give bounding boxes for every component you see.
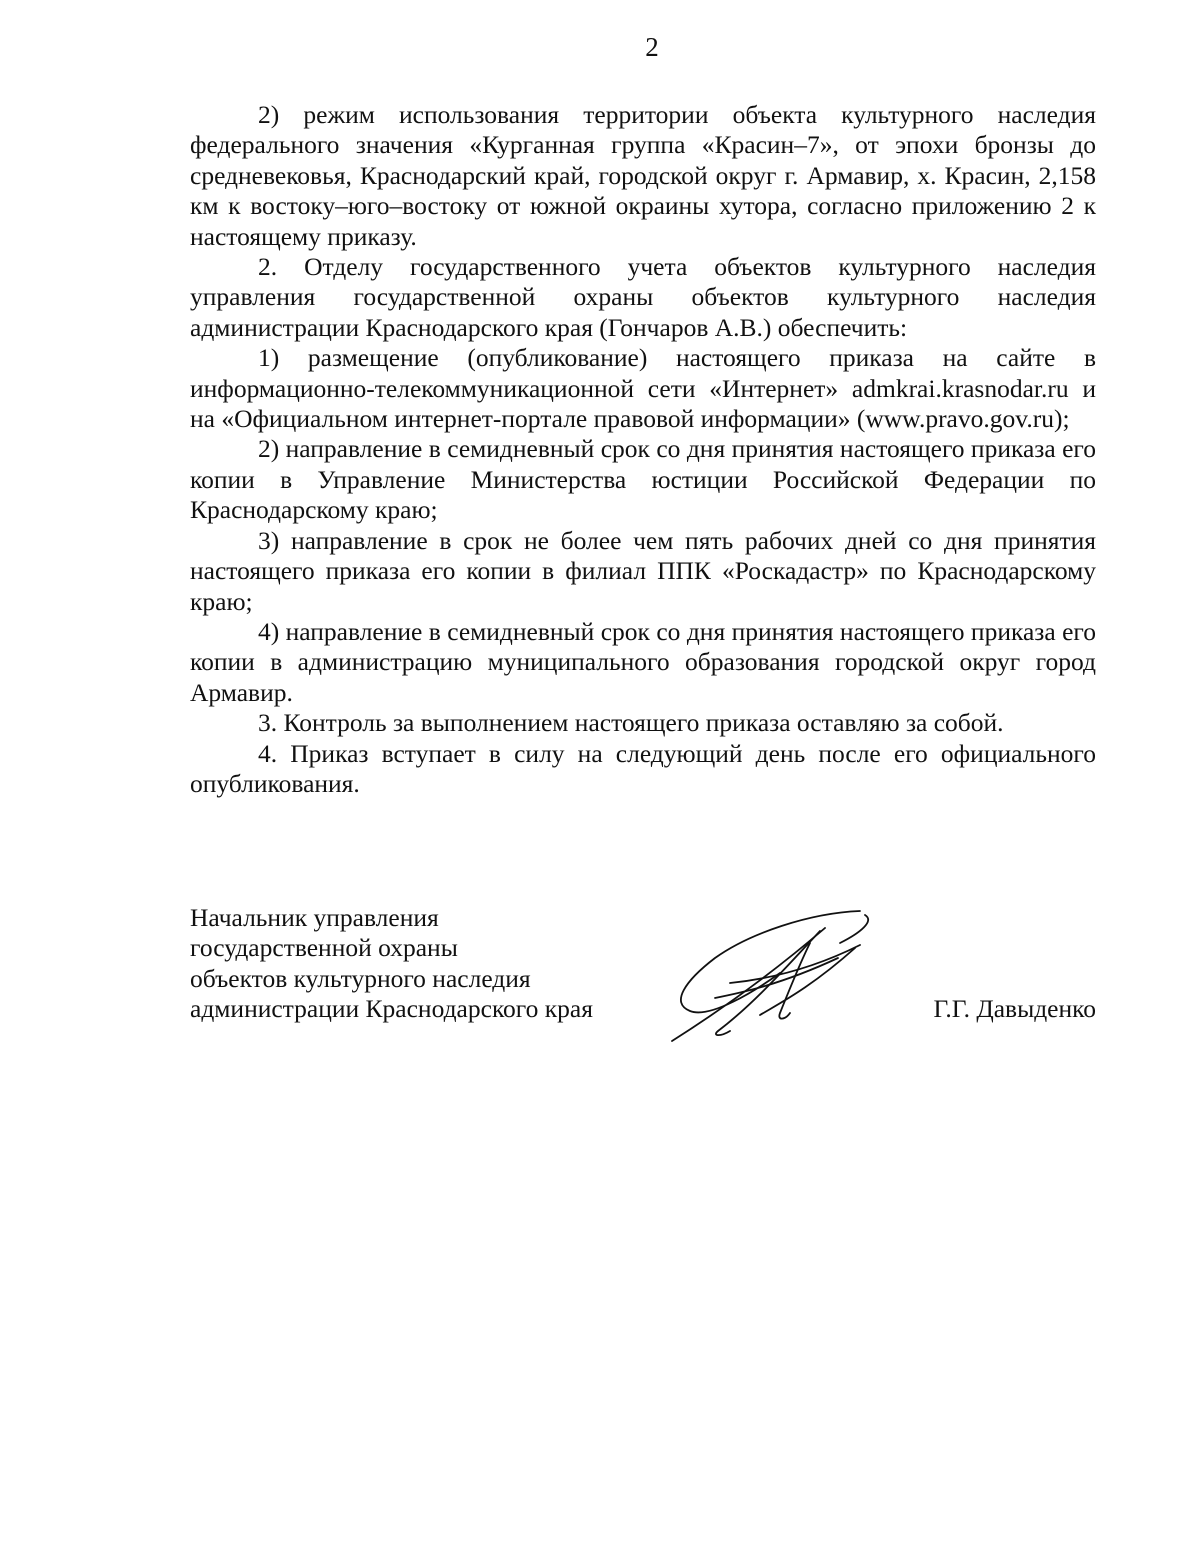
page-number: 2 [645, 32, 659, 62]
signatory-position [190, 903, 670, 1025]
paragraph-ministry-of-justice: 2) направление в семидневный срок со дня принятия настоящего приказа его копии в Управление Министерства юстиции Российской Федерации по Краснодарскому краю; [190, 434, 1096, 525]
paragraph-entry-into-force: 4. Приказ вступает в силу на следующий день после его официального опубликования. [190, 738, 1096, 798]
paragraph-roskadastr: 3) направление в срок не более чем пять рабочих дней со дня принятия настоящего приказа его копии в филиал ППК «Роскадастр» по Краснодарскому краю; [190, 525, 1096, 616]
paragraph-control: 3. Контроль за выполнением настоящего приказа оставляю за собой. [258, 708, 1004, 738]
paragraph-publication: 1) размещение (опубликование) настоящего приказа на сайте в информационно-телекоммуникационной сети «Интернет» admkrai.krasnodar.ru и на «Официальном интернет-портале правовой информации» (www.pravo.gov.ru); [190, 343, 1096, 434]
signatory-position-line: администрации Краснодарского края [190, 994, 593, 1024]
signatory-position-line: государственной охраны [190, 933, 458, 963]
handwritten-signature-icon [660, 903, 900, 1053]
paragraph-municipality: 4) направление в семидневный срок со дня принятия настоящего приказа его копии в администрацию муниципального образования городской округ город Армавир. [190, 616, 1096, 707]
paragraph-department-instruction: 2. Отделу государственного учета объектов культурного наследия управления государственной охраны объектов культурного наследия администрации Краснодарского края (Гончаров А.В.) обеспечить: [190, 252, 1096, 342]
signature-block [190, 903, 1096, 1053]
paragraph-territory-regime: 2) режим использования территории объекта культурного наследия федерального значения «Курганная группа «Красин–7», от эпохи бронзы до средневековья, Краснодарский край, городской округ г. Армавир, х. Красин, 2,158 км к востоку–юго–востоку от южной окраины хутора, согласно приложению 2 к настоящему приказу. [190, 100, 1096, 251]
signatory-name: Г.Г. Давыденко [933, 994, 1096, 1023]
signatory-position-line: Начальник управления [190, 903, 439, 932]
signatory-position-line: объектов культурного наследия [190, 963, 531, 993]
document-body [190, 100, 1096, 799]
